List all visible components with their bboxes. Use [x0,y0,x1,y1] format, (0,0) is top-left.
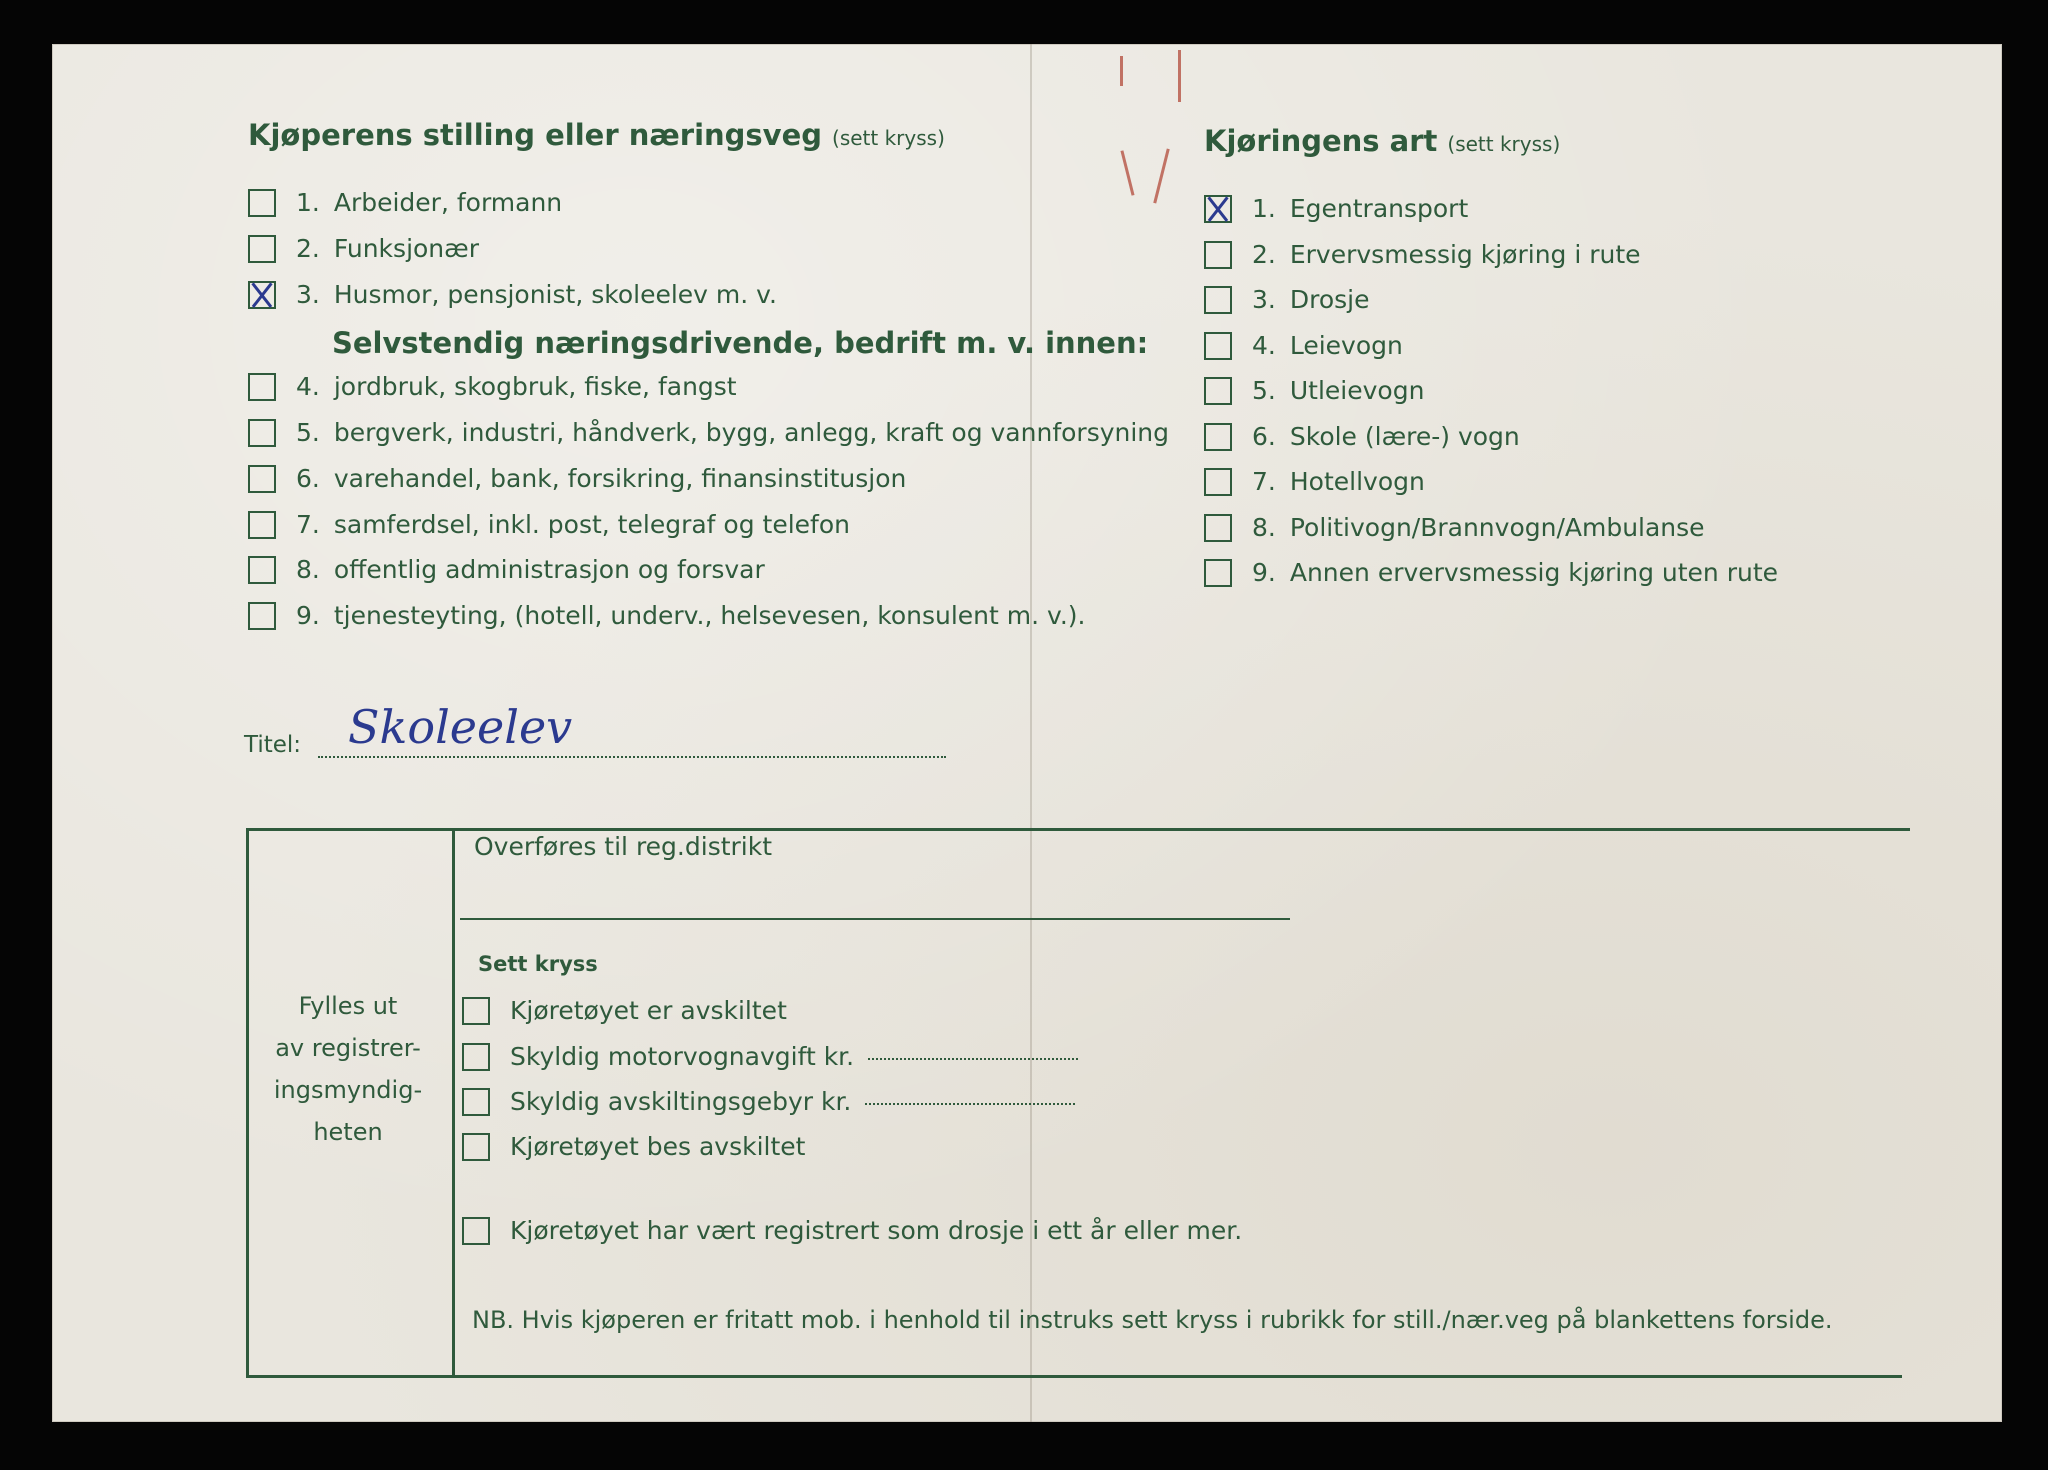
registry-item-4 [462,1132,805,1161]
checkbox-checked[interactable] [248,281,276,309]
item-number: 5. [296,418,320,447]
checkbox[interactable] [248,602,276,630]
registry-item-1 [462,996,787,1025]
left-cell-text [248,985,448,1153]
item-label: offentlig administrasjon og forsvar [333,555,765,584]
titel-handwritten-value[interactable]: Skoleelev [348,700,573,754]
item-number: 2. [296,234,320,263]
amount-field[interactable] [868,1054,1078,1060]
item-number: 8. [296,555,320,584]
item-number: 6. [1252,422,1276,451]
right-section-heading [1204,124,1560,158]
registry-drosje-item [462,1216,1242,1245]
left-cell-line: ingsmyndig- [273,1076,423,1104]
item-number: 1. [1252,194,1276,223]
item-number: 2. [1252,240,1276,269]
box-top-border [246,828,1910,831]
item-number: 9. [296,601,320,630]
item-number: 7. [1252,467,1276,496]
right-item-5 [1204,376,1424,405]
left-sub-item-4 [248,372,737,401]
item-label: Hotellvogn [1289,467,1425,496]
item-number: 8. [1252,513,1276,542]
item-label: Funksjonær [333,234,479,263]
checkbox[interactable] [1204,423,1232,451]
amount-field[interactable] [865,1099,1075,1105]
right-item-8 [1204,513,1705,542]
box-divider [452,828,455,1378]
item-label: jordbruk, skogbruk, fiske, fangst [333,372,737,401]
checkbox[interactable] [248,419,276,447]
left-item-3 [248,280,777,309]
left-section-heading [248,118,945,152]
checkbox[interactable] [248,511,276,539]
item-label: Skyldig avskiltingsgebyr kr. [510,1087,852,1116]
checkbox[interactable] [1204,514,1232,542]
checkbox[interactable] [1204,377,1232,405]
item-label: varehandel, bank, forsikring, finansinstitusjon [333,464,907,493]
checkbox[interactable] [462,1088,490,1116]
checkbox[interactable] [248,189,276,217]
titel-line [318,756,946,758]
left-cell-line: heten [313,1118,383,1146]
checkbox[interactable] [248,373,276,401]
left-subheading: Selvstendig næringsdrivende, bedrift m. v. innen: [332,326,1149,360]
item-number: 1. [296,188,320,217]
right-heading-note: (sett kryss) [1447,132,1561,156]
item-label: Arbeider, formann [333,188,563,217]
item-label: Annen ervervsmessig kjøring uten rute [1289,558,1779,587]
item-number: 4. [296,372,320,401]
item-number: 3. [1252,285,1276,314]
item-number: 5. [1252,376,1276,405]
checkbox[interactable] [462,997,490,1025]
red-ink-mark [1120,56,1123,86]
item-label: Husmor, pensjonist, skoleelev m. v. [333,280,777,309]
item-label: Skole (lære-) vogn [1289,422,1520,451]
item-label: bergverk, industri, håndverk, bygg, anlegg, kraft og vannforsyning [333,418,1170,447]
red-ink-mark [1178,50,1181,102]
titel-label: Titel: [244,732,302,758]
item-label: Egentransport [1289,194,1469,223]
registry-item-2 [462,1042,1078,1071]
item-label: Utleievogn [1289,376,1425,405]
left-heading-note: (sett kryss) [832,126,945,150]
item-label: Kjøretøyet er avskiltet [510,996,787,1025]
item-number: 3. [296,280,320,309]
nb-note: NB. Hvis kjøperen er fritatt mob. i henhold til instruks sett kryss i rubrikk for still./nær.veg på blankettens forside. [472,1306,1833,1334]
item-label: Leievogn [1289,331,1403,360]
checkbox[interactable] [248,235,276,263]
right-item-4 [1204,331,1403,360]
item-label: Drosje [1289,285,1370,314]
left-sub-item-7 [248,510,850,539]
transfer-label: Overføres til reg.distrikt [474,832,773,861]
left-cell-line: Fylles ut [298,992,398,1020]
right-item-6 [1204,422,1520,451]
checkbox[interactable] [462,1217,490,1245]
item-label: tjenesteyting, (hotell, underv., helsevesen, konsulent m. v.). [333,601,1086,630]
left-item-1 [248,188,562,217]
box-bottom-border [246,1375,1902,1378]
left-sub-item-6 [248,464,906,493]
item-label: Skyldig motorvognavgift kr. [510,1042,855,1071]
right-heading-text: Kjøringens art [1204,124,1438,158]
item-label: Ervervsmessig kjøring i rute [1289,240,1641,269]
checkbox[interactable] [462,1133,490,1161]
right-item-7 [1204,467,1425,496]
right-item-3 [1204,285,1370,314]
transfer-line [460,918,1290,920]
item-number: 6. [296,464,320,493]
left-sub-item-9 [248,601,1086,630]
left-cell-line: av registrer- [275,1034,421,1062]
sett-kryss-label: Sett kryss [478,952,598,976]
left-item-2 [248,234,479,263]
checkbox[interactable] [462,1043,490,1071]
checkbox-checked[interactable] [1204,195,1232,223]
item-number: 4. [1252,331,1276,360]
checkbox[interactable] [248,556,276,584]
item-label: samferdsel, inkl. post, telegraf og telefon [333,510,850,539]
checkbox[interactable] [1204,241,1232,269]
checkbox[interactable] [1204,559,1232,587]
item-number: 7. [296,510,320,539]
item-label: Politivogn/Brannvogn/Ambulanse [1289,513,1705,542]
right-item-1 [1204,194,1468,223]
left-sub-item-8 [248,555,765,584]
right-item-2 [1204,240,1641,269]
checkbox[interactable] [1204,332,1232,360]
registry-item-3 [462,1087,1075,1116]
checkbox[interactable] [248,465,276,493]
item-number: 9. [1252,558,1276,587]
checkbox[interactable] [1204,286,1232,314]
right-item-9 [1204,558,1778,587]
left-heading-text: Kjøperens stilling eller næringsveg [248,118,823,152]
left-sub-item-5 [248,418,1169,447]
item-label: Kjøretøyet bes avskiltet [510,1132,806,1161]
item-label: Kjøretøyet har vært registrert som drosje i ett år eller mer. [510,1216,1243,1245]
checkbox[interactable] [1204,468,1232,496]
